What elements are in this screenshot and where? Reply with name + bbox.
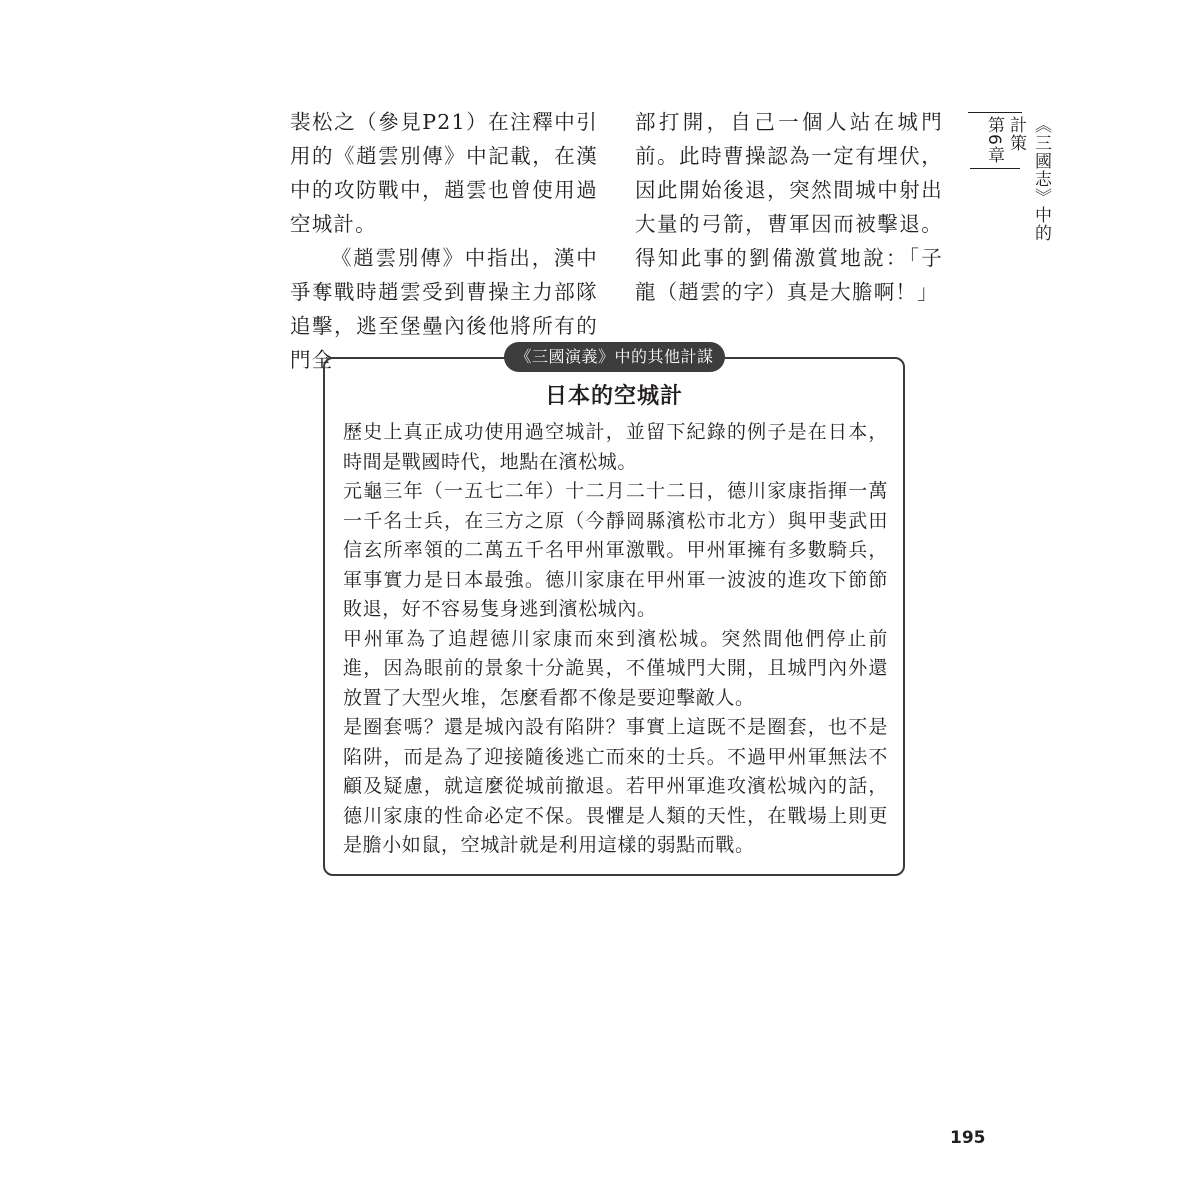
sidebar-paragraph: 元龜三年（一五七二年）十二月二十二日，德川家康指揮一萬一千名士兵，在三方之原（今靜岡縣濱松市北方）與甲斐武田信玄所率領的二萬五千名甲州軍激戰。甲州軍擁有多數騎兵，軍事實力是日本最強。德川家康在甲州軍一波波的進攻下節節敗退，好不容易隻身逃到濱松城內。 bbox=[343, 480, 888, 620]
right-paragraph-1: 部打開，自己一個人站在城門前。此時曹操認為一定有埋伏，因此開始後退，突然間城中射出大量的弓箭，曹軍因而被擊退。得知此事的劉備激賞地說：「子龍（趙雲的字）真是大膽啊！」 bbox=[635, 110, 943, 304]
sidebar-box-label: 《三國演義》中的其他計謀 bbox=[504, 342, 725, 372]
main-text-right-column bbox=[635, 105, 943, 309]
sidebar-paragraph: 歷史上真正成功使用過空城計，並留下紀錄的例子是在日本，時間是戰國時代，地點在濱松城。 bbox=[343, 421, 888, 473]
chapter-tab bbox=[968, 112, 1051, 252]
page-number: 195 bbox=[950, 1128, 986, 1148]
sidebar-paragraph: 是圈套嗎？還是城內設有陷阱？事實上這既不是圈套，也不是陷阱，而是為了迎接隨後逃亡而來的士兵。不過甲州軍無法不顧及疑慮，就這麼從城前撤退。若甲州軍進攻濱松城內的話，德川家康的性命必定不保。畏懼是人類的天性，在戰場上則更是膽小如鼠，空城計就是利用這樣的弱點而戰。 bbox=[343, 716, 888, 856]
chapter-label: 第6章 bbox=[984, 116, 1004, 164]
chapter-tab-top-rule bbox=[968, 112, 1022, 113]
left-paragraph-1: 裴松之（參見P21）在注釋中引用的《趙雲別傳》中記載，在漢中的攻防戰中，趙雲也曾使用過空城計。 bbox=[290, 110, 598, 236]
chapter-title: 《三國志》中的計策 bbox=[1006, 116, 1051, 242]
left-paragraph-2: 《趙雲別傳》中指出，漢中爭奪戰時趙雲受到曹操主力部隊追擊，逃至堡壘內後他將所有的門全 bbox=[290, 246, 598, 372]
sidebar-box-body bbox=[343, 418, 888, 861]
sidebar-paragraph: 甲州軍為了追趕德川家康而來到濱松城。突然間他們停止前進，因為眼前的景象十分詭異，不僅城門大開，且城門內外還放置了大型火堆，怎麼看都不像是要迎擊敵人。 bbox=[343, 627, 888, 709]
sidebar-box-heading: 日本的空城計 bbox=[544, 384, 683, 409]
main-text-left-column bbox=[290, 105, 598, 377]
